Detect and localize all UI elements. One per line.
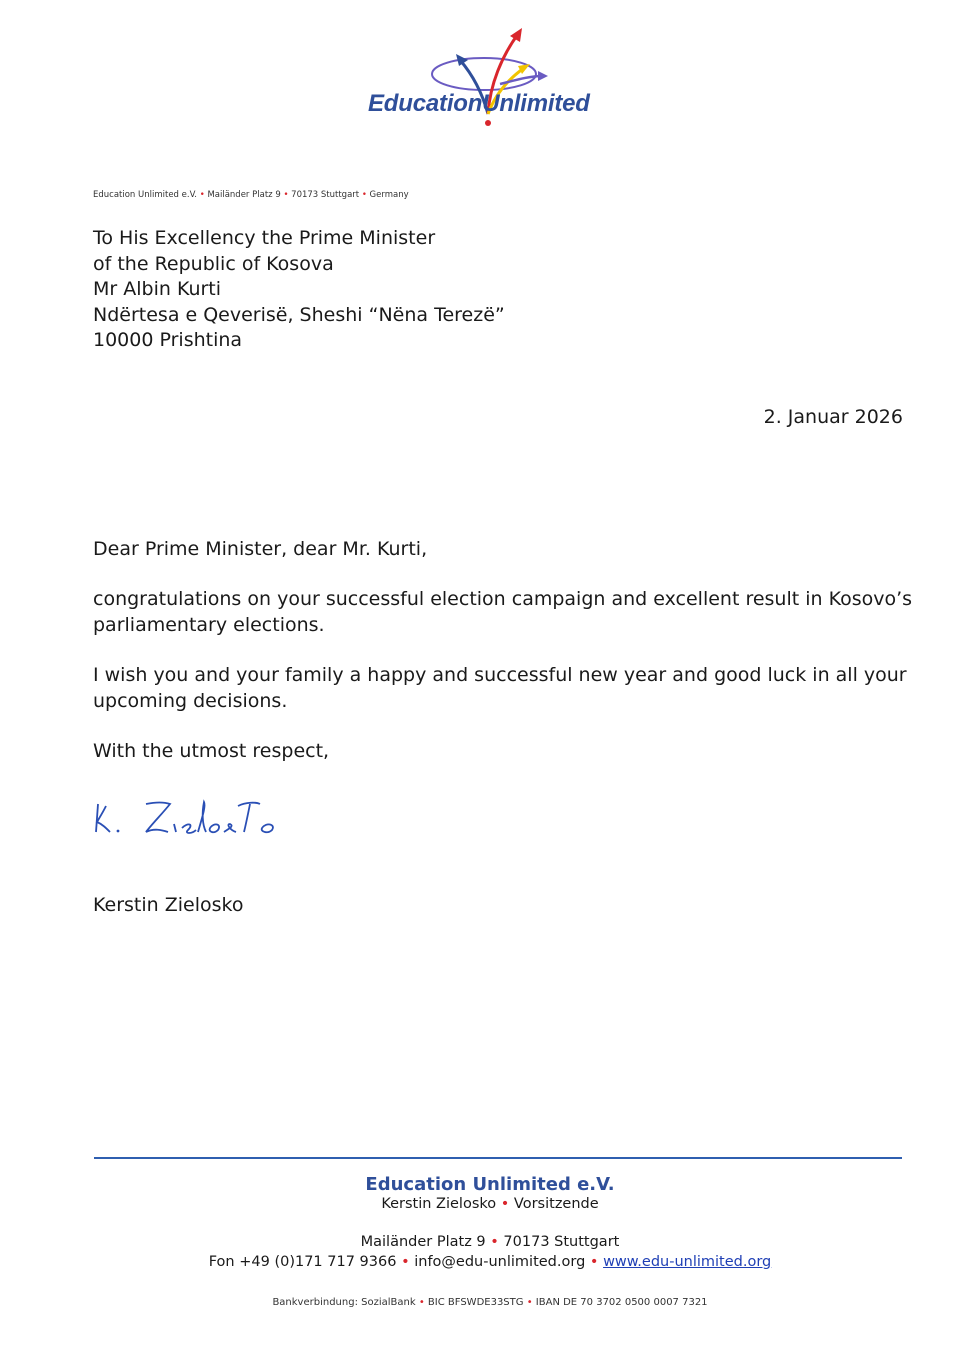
closing: With the utmost respect, <box>93 740 330 762</box>
footer-iban: IBAN DE 70 3702 0500 0007 7321 <box>535 1297 708 1308</box>
salutation: Dear Prime Minister, dear Mr. Kurti, <box>93 538 428 560</box>
logo-orbit <box>432 58 536 90</box>
footer-contact: Fon +49 (0)171 717 9366 • info@edu-unlimited.org • www.edu-unlimited.org <box>208 1254 772 1270</box>
recipient-line: 10000 Prishtina <box>93 329 243 351</box>
recipient-line: Ndërtesa e Qeverisë, Sheshi “Nëna Terezë” <box>93 303 505 326</box>
recipient-line: Mr Albin Kurti <box>93 278 222 300</box>
footer-bic: BIC BFSWDE33STG <box>427 1297 524 1308</box>
footer-org-name: Education Unlimited e.V. <box>365 1174 615 1195</box>
footer-address: Mailänder Platz 9 • 70173 Stuttgart <box>360 1234 620 1250</box>
sender-country: Germany <box>369 190 409 200</box>
body-paragraph-1: congratulations on your successful election campaign and excellent result in Kosovo’s parliamentary elections. <box>93 588 913 636</box>
footer-bank-details: Bankverbindung: SozialBank • BIC BFSWDE33STG • IBAN DE 70 3702 0500 0007 7321 <box>272 1297 708 1308</box>
handwritten-signature <box>90 792 290 842</box>
logo-dot <box>485 120 491 126</box>
sender-org: Education Unlimited e.V. <box>93 190 198 200</box>
recipient-line: To His Excellency the Prime Minister <box>93 227 436 249</box>
footer-city: 70173 Stuttgart <box>503 1234 620 1250</box>
footer-chair-title: Vorsitzende <box>513 1196 599 1212</box>
recipient-line: of the Republic of Kosova <box>93 252 334 275</box>
footer-street: Mailänder Platz 9 <box>360 1234 486 1250</box>
recipient-address <box>93 226 505 354</box>
logo-wordmark: EducationUnlimited <box>368 90 590 117</box>
footer-divider <box>94 1157 902 1159</box>
footer-chair: Kerstin Zielosko • Vorsitzende <box>381 1196 599 1212</box>
organization-logo <box>360 22 620 132</box>
sender-city: 70173 Stuttgart <box>291 190 360 200</box>
footer-bank: Bankverbindung: SozialBank <box>272 1297 416 1308</box>
footer-phone: Fon +49 (0)171 717 9366 <box>208 1254 397 1270</box>
sender-street: Mailänder Platz 9 <box>207 190 281 200</box>
footer-email: info@edu-unlimited.org <box>414 1254 586 1270</box>
signer-name: Kerstin Zielosko <box>93 894 244 916</box>
body-paragraph-2: I wish you and your family a happy and successful new year and good luck in all your upcoming decisions. <box>93 664 907 712</box>
footer-chair-name: Kerstin Zielosko <box>381 1196 497 1212</box>
footer-website-link[interactable]: www.edu-unlimited.org <box>603 1254 772 1270</box>
logo-arrow-purple <box>500 76 542 84</box>
letter-date: 2. Januar 2026 <box>763 406 903 428</box>
sender-address-line: Education Unlimited e.V. • Mailänder Platz 9 • 70173 Stuttgart • Germany <box>93 190 409 200</box>
